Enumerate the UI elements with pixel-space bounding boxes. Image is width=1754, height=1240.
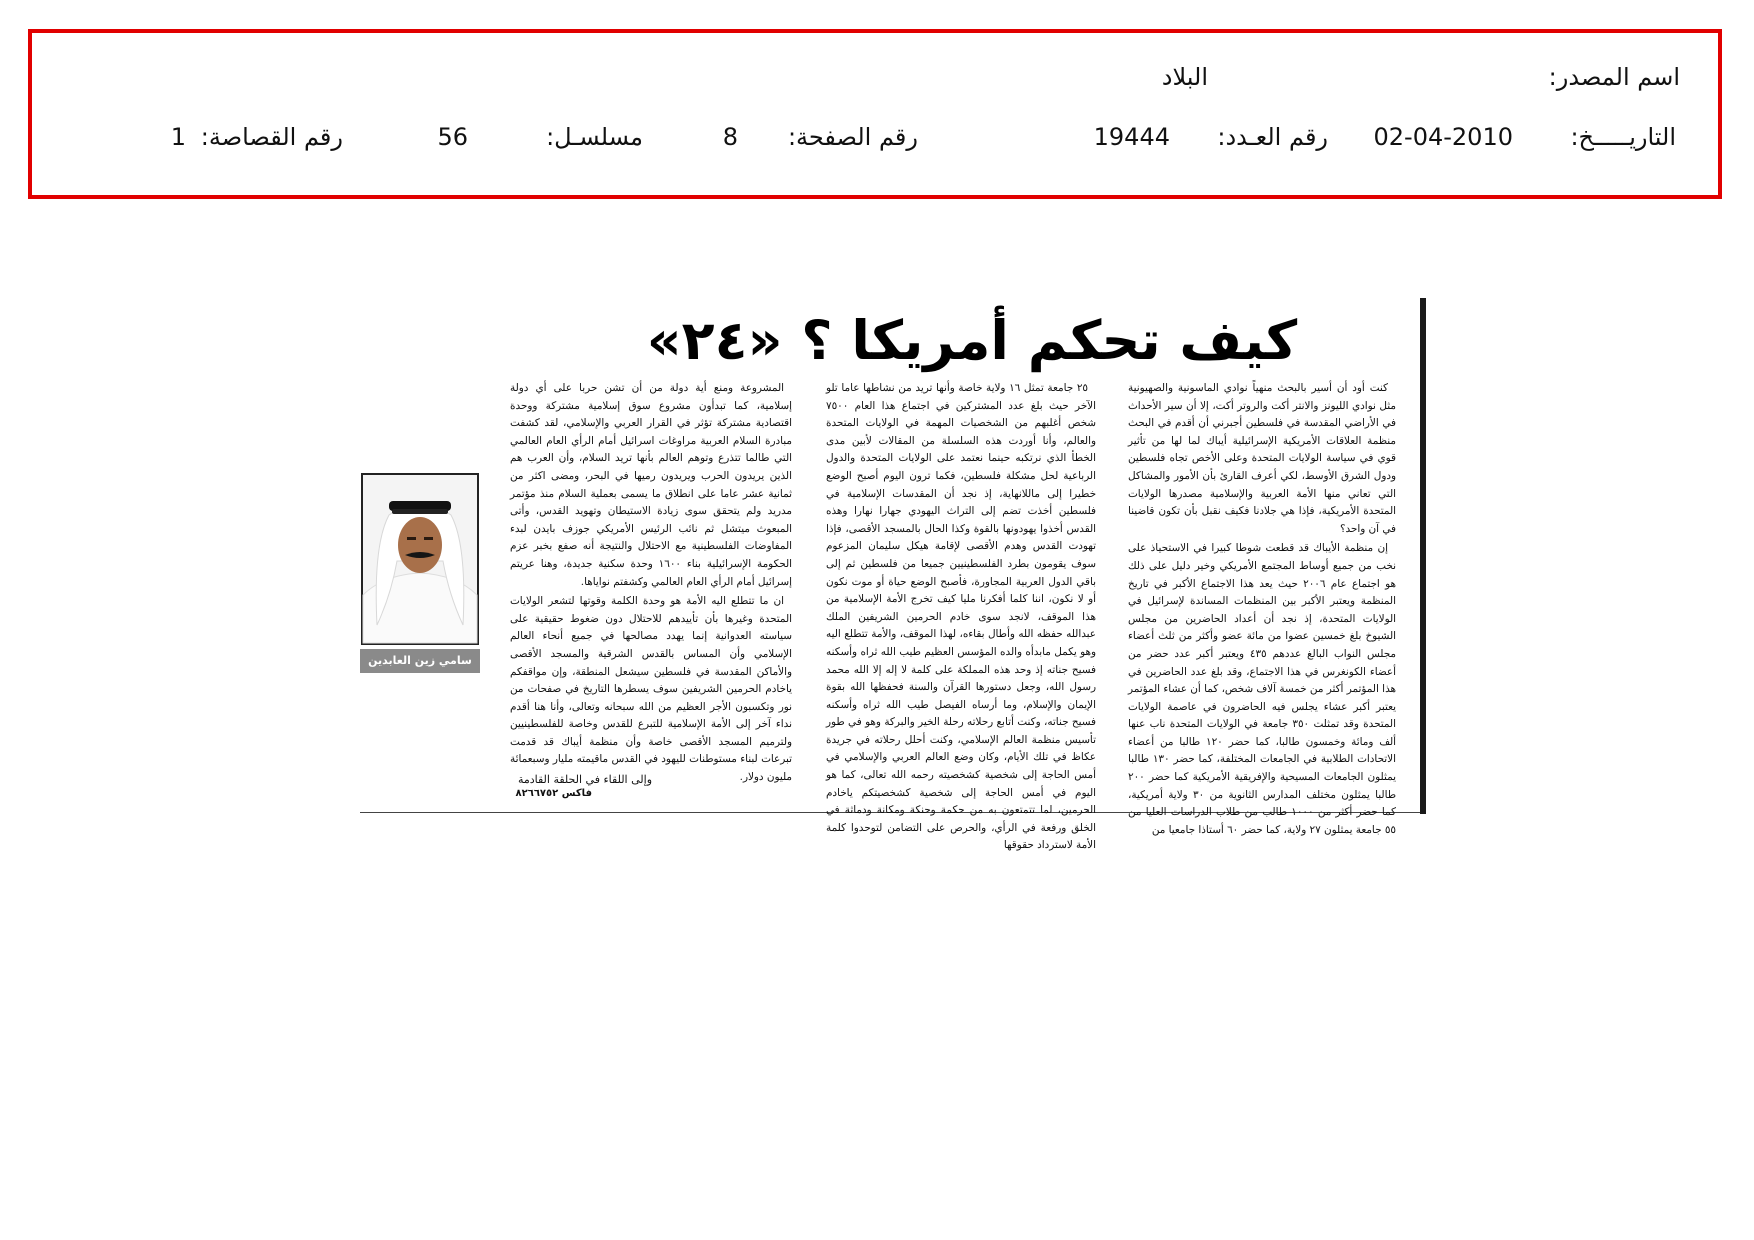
serial-value: 56 xyxy=(437,123,468,151)
fax-number: فاكس ٨٢٦٦٧٥٢ xyxy=(515,788,592,799)
source-label: اسم المصدر: xyxy=(1548,63,1680,91)
paragraph: ان ما تتطلع اليه الأمة هو وحدة الكلمة وقوتها لتشعر الولايات المتحدة وغيرها بأن تأييدهم للاحتلال دون ضغوط حقيقية على سياسته العدوانية إنما يهدد مصالحها في جميع أنحاء العالم الإسلامي وأن المساس بالقدس الشرقية والمسجد الأقصى والأماكن المقدسة في فلسطين سيشعل المنطقة، وإن مواقفكم ياخادم الحرمين الشريفين سوف يسطرها التاريخ في صفحات من نور وتكسبون الأجر العظيم من الله سبحانه وتعالى، وأنا هنا أقدم نداء آخر إلى الأمة الإسلامية للتبرع للقدس وخاصة للفلسطينيين ولترميم المسجد الأقصى خاصة وأن منظمة أيباك قد قدمت تبرعات لبناء مستوطنات لليهود في القدس ماقيمته مليار وسبعمائة مليون دولار. xyxy=(510,595,792,784)
date-value: 02-04-2010 xyxy=(1373,123,1513,151)
article-clipping xyxy=(360,298,1432,852)
paragraph: إن منظمة الأيباك قد قطعت شوطا كبيرا في الاستحياذ على نخب من جميع أوساط المجتمع الأمريكي وخير دليل على ذلك هو اجتماع عام ٢٠٠٦ حيث يعد هذا الاجتماع الأكبر في تاريخ المنظمة ويعتبر الأكبر بين المنظمات المساندة لإسرائيل في الولايات المتحدة، إذ نجد أن أعداد الحاضرين من مجلس الشيوخ بلغ خمسين عضوا من مائة عضو وأكثر من ثلث أعضاء مجلس النواب البالغ عددهم ٤٣٥ ويعتبر أكبر عدد حضر من أعضاء الكونغرس في هذا الاجتماع، وقد بلغ عدد الحاضرين في هذا المؤتمر أكثر من خمسة آلاف شخص، كما أن عشاء المؤتمر يعتبر أكبر عشاء يجلس فيه الحاضرون في عاصمة الولايات المتحدة وقد تمثلت ٣٥٠ جامعة في الولايات المتحدة ناب عنها ألف ومائة وخمسون طالبا، كما حضر ١٢٠ طالبا من أعضاء الاتحادات الطلابية في الجامعات المختلفة، كما حضر ١٣٠ طالبا يمثلون الجامعات المسيحية والإفريقية الأمريكية كما حضر ٢٠٠ طالبا يمثلون مختلف المدارس الثانوية من ٣٠ ولاية أمريكية، كما حضر أكثر من ١٠٠٠ طالب من طلاب الدراسات العليا من ٥٥ جامعة يمثلون ٢٧ ولاية، كما حضر ٦٠ أستاذا جامعيا من xyxy=(1128,542,1397,836)
author-caption: سامي زين العابدين حماد xyxy=(360,649,480,673)
serial-label: مسلسـل: xyxy=(546,123,643,151)
source-value: البلاد xyxy=(1161,63,1208,91)
column-rule xyxy=(1420,298,1426,814)
date-label: التاريـــــخ: xyxy=(1570,123,1676,151)
paragraph: ٢٥ جامعة تمثل ١٦ ولاية خاصة وأنها تريد من نشاطها عاما تلو الآخر حيث بلغ عدد المشتركين في اجتماع هذا العام ٧٥٠٠ شخص أغلبهم من الشخصيات المهمة في الولايات المتحدة والعالم، وأنا أوردت هذه السلسلة من المقالات لأبين مدى الخطأ الذي نرتكبه حينما نعتمد على الولايات المتحدة والدول الرباعية لحل مشكلة فلسطين، فكما ترون اليوم أصبح الوضع خطيرا إلى ماللانهاية، إذ نجد أن المقدسات الإسلامية في فلسطين أخذت تضم إلى التراث اليهودي جهارا نهارا وهذه القدس أخذوا يهودونها بالقوة وكذا الحال بالمسجد الأقصى، فإذا تهودت القدس وهدم الأقصى لإقامة هيكل سليمان المزعوم سوف يقومون بطرد الفلسطينيين جميعا من فلسطين ثم إلى باقي الدول العربية المجاورة، فأصبح الوضع حياة أو موت نكون أو لا نكون، اننا كلما أفكرنا مليا كيف تخرج الأمة الإسلامية من هذا الموقف، لانجد سوى خادم الحرمين الشريفين الملك عبدالله حفظه الله وأطال بقاءه، لهذا الموقف، والأمة تتطلع اليه وهو يكمل مابدأه والده المؤسس العظيم طيب الله ثراه وأسكنه فسيح جناته إذ وحد هذه المملكة على كلمة لا إله إلا الله محمد رسول الله، وجعل دستورها القرآن والسنة فحفظها الله بقوة الإيمان والإسلام، وما أرساه الفيصل طيب الله ثراه وأسكنه فسيح جناته، وكنت أتابع رحلاته رحلة الخير والبركة وهو في طور تأسيس منظمة العالم الإسلامي، وكنت أحلل رحلاته في جريدة عكاظ في تلك الأيام، وكان وضع العالم العربي والإسلامي في أمس الحاجة إلى شخصية كشخصيته رحمه الله تعالى، كما هو اليوم في أمس الحاجة إلى شخصية كشخصيتكم ياخادم الحرمين، لما تتمتعون به من حكمة وحنكة ومكانة ودماثة في الخلق ورفعة في الرأي، والحرص على التضامن لتوحدوا كلمة الأمة لاسترداد حقوقها xyxy=(826,382,1096,852)
clip-value: 1 xyxy=(170,123,186,151)
issue-value: 19444 xyxy=(1093,123,1170,151)
clipping-header xyxy=(28,29,1722,199)
author-portrait-illustration xyxy=(363,475,477,643)
clip-label: رقم القصاصة: xyxy=(200,123,343,151)
page-value: 8 xyxy=(722,123,738,151)
paragraph: المشروعة ومنع أية دولة من أن تشن حربا على أي دولة إسلامية، كما تبدأون مشروع سوق إسلامية مشتركة ووحدة اقتصادية مشتركة تؤثر في القرار العربي والإسلامي، لقد كشفت مبادرة السلام العربية مراوغات اسرائيل أمام الرأي العام العالمي التي طالما تتذرع وتوهم العالم بأنها تريد السلام، وأن العرب هم الذين يريدون الحرب ويريدون رميها في البحر، ومضى اكثر من ثمانية عشر عاما على انطلاق ما يسمى بعملية السلام منذ مؤتمر مدريد ولم يتحقق سوى زيادة الاستيطان وتهويد القدس، وأتى المبعوث ميتشل ثم نائب الرئيس الأمريكي جوزف بايدن لبدء المفاوضات الفلسطينية مع الاحتلال والنتيجة أنه صفع بخبر عزم الحكومة الإسرائيلية بناء ١٦٠٠ وحدة سكنية جديدة، وهنا عريتم إسرائيل أمام الرأي العام العالمي وكشفتم نواياها. xyxy=(510,382,792,588)
closing-line: وإلى اللقاء في الحلقة القادمة xyxy=(517,773,652,786)
article-column-1 xyxy=(1128,380,1397,836)
article-column-2 xyxy=(826,380,1096,852)
author-photo xyxy=(361,473,479,645)
page-label: رقم الصفحة: xyxy=(787,123,918,151)
paragraph: كنت أود أن أسير بالبحث منهياً نوادي الماسونية والصهيونية مثل نوادي الليونز والانتر أكت والروتر أكت، إلا أن سير الأحداث في الأراضي المقدسة في فلسطين أجبرني أن أقدم في البحث منظمة العلاقات الأمريكية الإسرائيلية أيباك لما لها من تأثير قوي في سياسة الولايات المتحدة وعلى الأخص تجاه فلسطين ودول الشرق الأوسط، لكي أعرف القارئ بأن الأمور والمشاكل التي تعاني منها الأمة العربية والإسلامية مصدرها الولايات المتحدة الأمريكية، فإذا هي جلادنا فكيف نقبل بأن تكون قاضينا في آن واحد؟ xyxy=(1128,382,1396,535)
issue-label: رقم العـدد: xyxy=(1217,123,1328,151)
article-headline: كيف تحكم أمريكا ؟ «٢٤» xyxy=(646,309,1298,372)
